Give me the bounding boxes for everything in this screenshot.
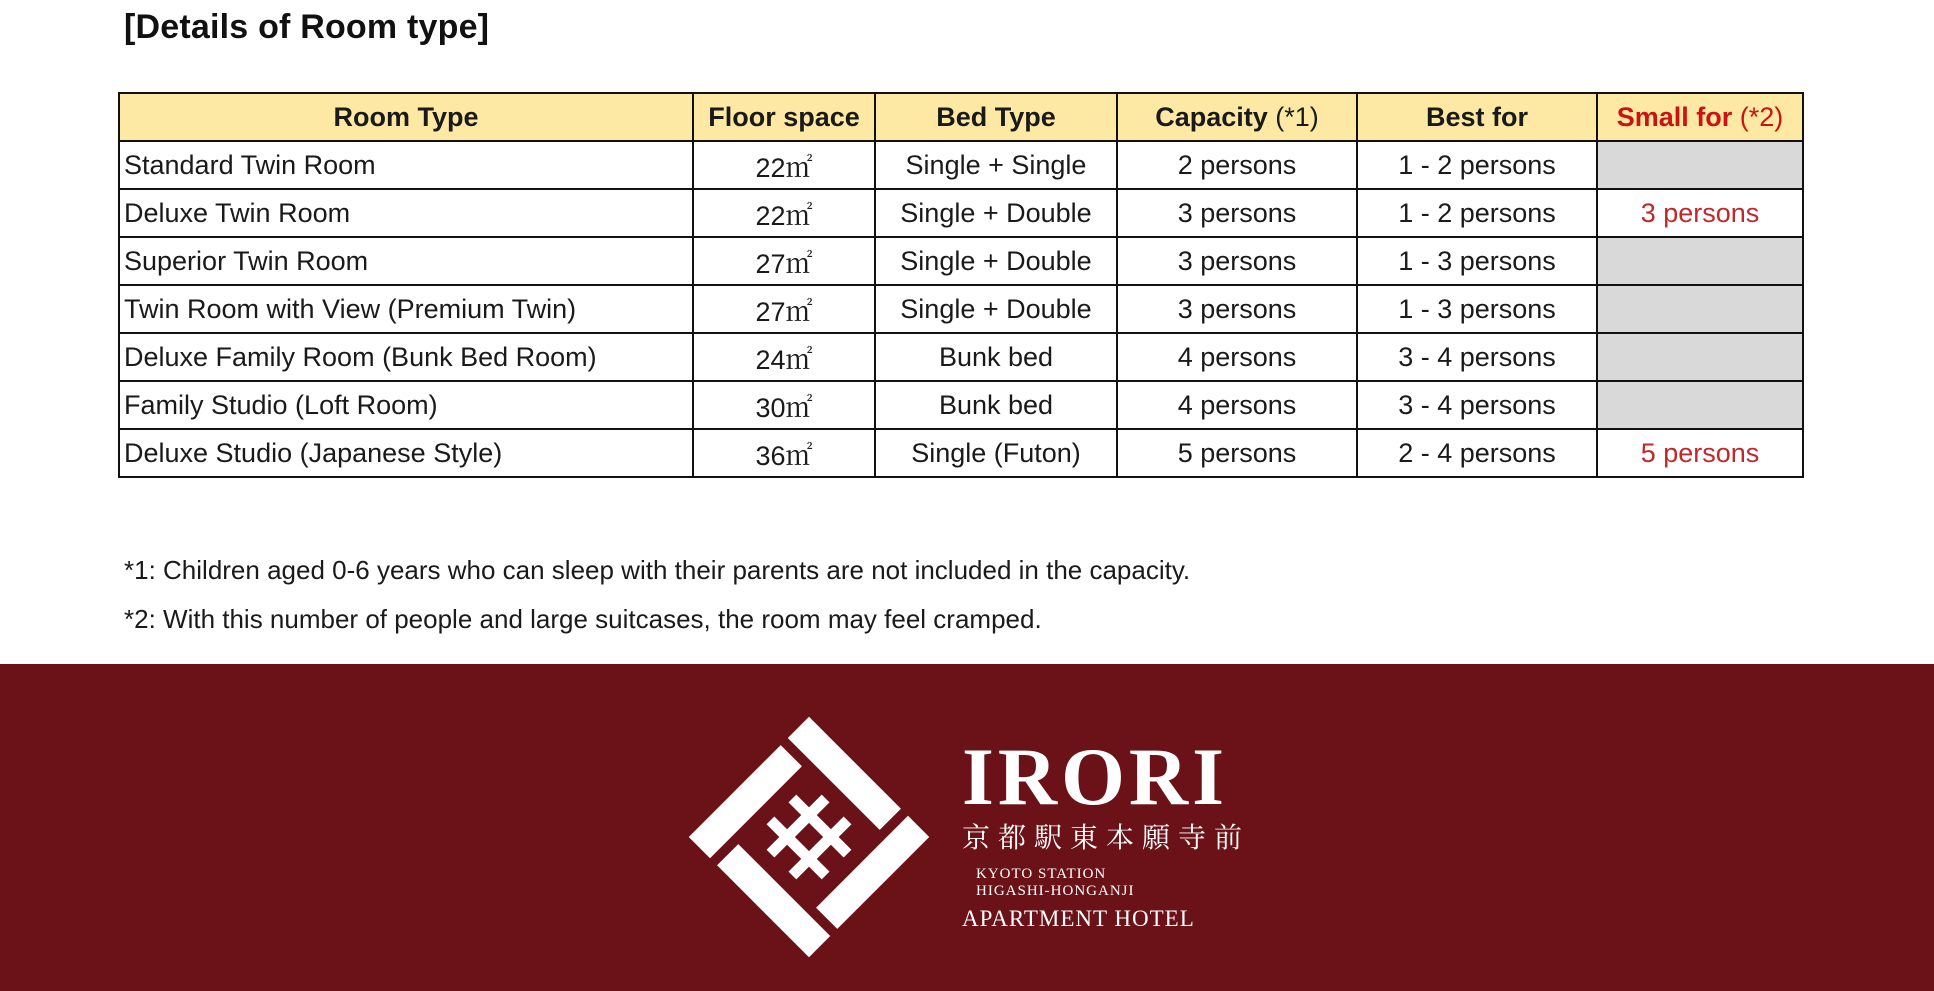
best-for-cell: 3 - 4 persons — [1357, 333, 1597, 381]
small-for-cell — [1597, 285, 1803, 333]
best-for-cell: 1 - 3 persons — [1357, 237, 1597, 285]
brand-name: IRORI — [962, 731, 1229, 822]
brand-subtitle-2: HIGASHI-HONGANJI — [976, 883, 1135, 899]
small-for-cell: 5 persons — [1597, 429, 1803, 477]
capacity-cell: 3 persons — [1117, 237, 1357, 285]
bed-type-cell: Bunk bed — [875, 381, 1117, 429]
footnotes — [124, 546, 1190, 644]
brand-japanese-name: 京都駅東本願寺前 — [962, 823, 1251, 854]
irori-hearth-logo-icon — [684, 712, 934, 962]
room-type-cell: Deluxe Twin Room — [119, 189, 693, 237]
best-for-cell: 2 - 4 persons — [1357, 429, 1597, 477]
capacity-cell: 4 persons — [1117, 333, 1357, 381]
room-rows — [119, 141, 1803, 477]
header-best-for: Best for — [1357, 93, 1597, 141]
header-small-for-label: Small for — [1616, 101, 1733, 132]
floor-space-cell: 22㎡ — [693, 141, 875, 189]
table-row — [119, 189, 1803, 237]
capacity-cell: 5 persons — [1117, 429, 1357, 477]
room-type-table — [118, 92, 1804, 478]
header-bed-type: Bed Type — [875, 93, 1117, 141]
capacity-cell: 3 persons — [1117, 285, 1357, 333]
capacity-cell: 2 persons — [1117, 141, 1357, 189]
brand-hotel-label: APARTMENT HOTEL — [962, 906, 1195, 931]
footnote-2: *2: With this number of people and large suitcases, the room may feel cramped. — [124, 604, 1042, 634]
table-row — [119, 285, 1803, 333]
brand-subtitle-1: KYOTO STATION — [976, 866, 1107, 882]
small-for-cell — [1597, 333, 1803, 381]
small-for-cell — [1597, 237, 1803, 285]
best-for-cell: 1 - 3 persons — [1357, 285, 1597, 333]
header-room-type: Room Type — [119, 93, 693, 141]
small-for-cell: 3 persons — [1597, 189, 1803, 237]
small-for-cell — [1597, 141, 1803, 189]
capacity-cell: 3 persons — [1117, 189, 1357, 237]
bed-type-cell: Single + Double — [875, 285, 1117, 333]
floor-space-cell: 24㎡ — [693, 333, 875, 381]
room-type-cell: Superior Twin Room — [119, 237, 693, 285]
bed-type-cell: Single + Double — [875, 189, 1117, 237]
table-row — [119, 333, 1803, 381]
header-small-for — [1597, 93, 1803, 141]
capacity-cell: 4 persons — [1117, 381, 1357, 429]
floor-space-cell: 30㎡ — [693, 381, 875, 429]
header-small-for-note: (*2) — [1739, 101, 1784, 132]
header-capacity-note: (*1) — [1275, 101, 1319, 132]
best-for-cell: 1 - 2 persons — [1357, 189, 1597, 237]
table-row — [119, 429, 1803, 477]
header-capacity — [1117, 93, 1357, 141]
room-type-cell: Family Studio (Loft Room) — [119, 381, 693, 429]
floor-space-cell: 36㎡ — [693, 429, 875, 477]
brand-block — [962, 731, 1251, 932]
room-type-cell: Deluxe Studio (Japanese Style) — [119, 429, 693, 477]
best-for-cell: 3 - 4 persons — [1357, 381, 1597, 429]
best-for-cell: 1 - 2 persons — [1357, 141, 1597, 189]
table-row — [119, 237, 1803, 285]
bed-type-cell: Single + Double — [875, 237, 1117, 285]
bed-type-cell: Bunk bed — [875, 333, 1117, 381]
floor-space-cell: 27㎡ — [693, 285, 875, 333]
room-type-cell: Twin Room with View (Premium Twin) — [119, 285, 693, 333]
bed-type-cell: Single + Single — [875, 141, 1117, 189]
header-capacity-label: Capacity — [1155, 101, 1268, 132]
header-floor-space: Floor space — [693, 93, 875, 141]
room-type-cell: Deluxe Family Room (Bunk Bed Room) — [119, 333, 693, 381]
bed-type-cell: Single (Futon) — [875, 429, 1117, 477]
floor-space-cell: 27㎡ — [693, 237, 875, 285]
page-title: [Details of Room type] — [124, 8, 490, 46]
table-row — [119, 381, 1803, 429]
room-type-cell: Standard Twin Room — [119, 141, 693, 189]
table-row — [119, 141, 1803, 189]
table-header-row — [119, 93, 1803, 141]
footnote-1: *1: Children aged 0-6 years who can sleep with their parents are not included in the capacity. — [124, 555, 1191, 585]
floor-space-cell: 22㎡ — [693, 189, 875, 237]
small-for-cell — [1597, 381, 1803, 429]
